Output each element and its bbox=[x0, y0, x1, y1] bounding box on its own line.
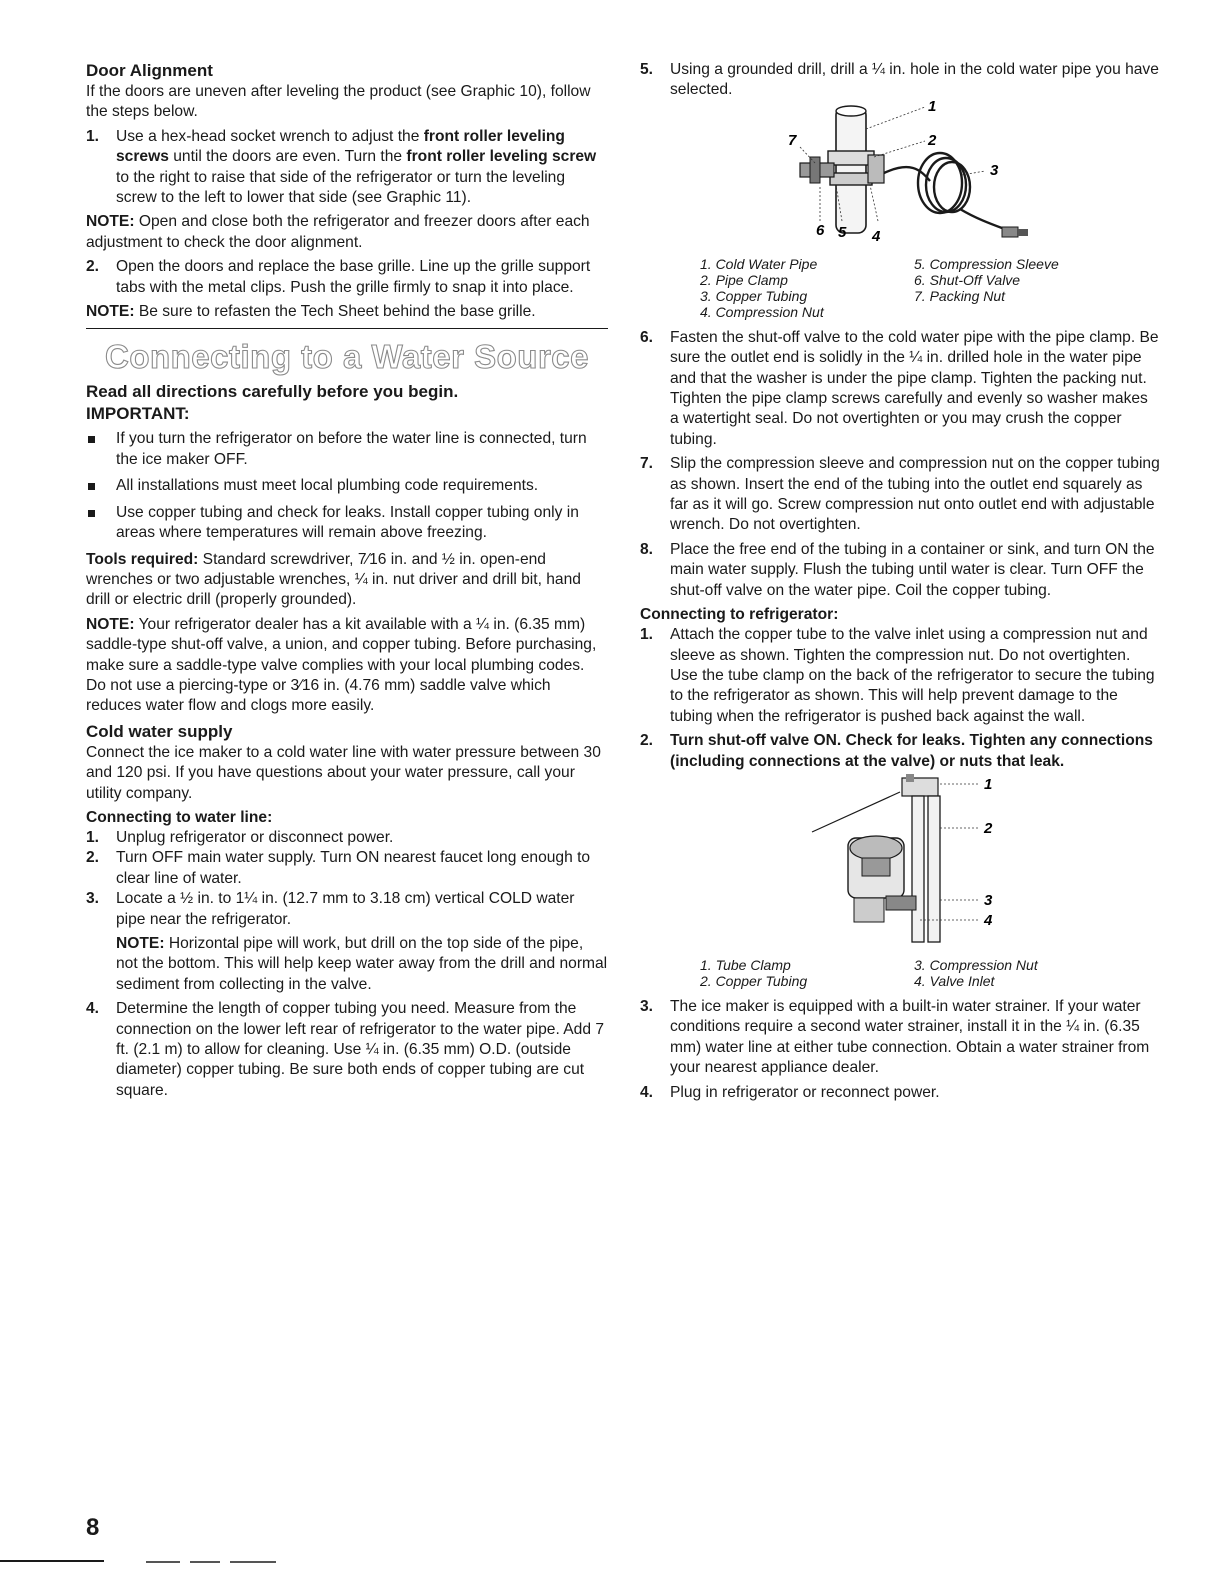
step-text: Turn shut-off valve ON. Check for leaks. Tighten any connections (including connections at the valve) or nuts that leak. bbox=[670, 732, 1153, 770]
page-number: 8 bbox=[86, 1514, 100, 1541]
legend-item: 1. Cold Water Pipe bbox=[700, 255, 818, 272]
valve-inlet-figure bbox=[640, 772, 1160, 989]
bullet-text: Use copper tubing and check for leaks. Install copper tubing only in areas where temperatures will remain above freezing. bbox=[116, 503, 579, 542]
note-label: NOTE: bbox=[86, 303, 135, 321]
important-bullet bbox=[86, 476, 608, 496]
step-bold-text: front roller leveling screw bbox=[406, 148, 597, 166]
cold-water-heading: Cold water supply bbox=[86, 721, 233, 741]
callout-2: 2 bbox=[984, 819, 993, 837]
valve-inlet-illustration bbox=[640, 772, 1160, 952]
step-text: Fasten the shut-off valve to the cold water pipe with the pipe clamp. Be sure the outlet end is solidly in the ¼ in. drilled hole in the water pipe and that the washer is under the pipe clamp. Tighten the packing nut. Tighten the pipe clamp screws carefully and evenly so washer makes a watertight seal. Do not overtighten or you may crush the copper tubing. bbox=[670, 328, 1159, 448]
legend-item: 1. Tube Clamp bbox=[700, 956, 791, 973]
water-line-step-3 bbox=[86, 889, 608, 995]
step-number: 1. bbox=[86, 127, 100, 145]
door-note-2 bbox=[86, 302, 608, 322]
tools-label: Tools required: bbox=[86, 550, 199, 568]
water-line-step-2 bbox=[86, 848, 608, 889]
cold-water-text: Connect the ice maker to a cold water line with water pressure between 30 and 120 psi. If you have questions about your water pressure, call your utility company. bbox=[86, 743, 601, 802]
step-number: 7. bbox=[640, 455, 654, 473]
water-line-step-7 bbox=[640, 454, 1160, 536]
step-text: Use a hex-head socket wrench to adjust the bbox=[116, 127, 424, 145]
step-number: 2. bbox=[86, 849, 100, 867]
step-number: 1. bbox=[640, 626, 654, 644]
step-text: Determine the length of copper tubing you need. Measure from the connection on the lower left rear of refrigerator to the water pipe. Add 7 ft. (2.1 m) to allow for cleaning. Use ¼ in. (6.35 mm) O.D. (outside diameter) copper tubing. Be sure both ends of copper tubing are cut square. bbox=[116, 1000, 605, 1099]
section-title: Connecting to a Water Source bbox=[105, 338, 589, 376]
note-text: Be sure to refasten the Tech Sheet behind the base grille. bbox=[134, 303, 536, 321]
step-text: Plug in refrigerator or reconnect power. bbox=[670, 1083, 940, 1101]
step-bold-text: front roller leveling screws bbox=[116, 127, 565, 166]
door-alignment-intro: If the doors are uneven after leveling the product (see Graphic 10), follow the steps below. bbox=[86, 83, 591, 121]
left-column bbox=[86, 60, 608, 1101]
footer-mark bbox=[190, 1561, 220, 1563]
step-number: 5. bbox=[640, 61, 654, 78]
step-text: Open the doors and replace the base grille. Line up the grille support tabs with the metal clips. Push the grille firmly to snap it into place. bbox=[116, 258, 591, 296]
step-number: 3. bbox=[86, 890, 100, 908]
step-text: Slip the compression sleeve and compression nut on the copper tubing as shown. Insert the end of the tubing into the outlet end squarely as far as it will go. Screw compression nut onto outlet end with adjustable wrench. Do not overtighten. bbox=[670, 455, 1160, 534]
read-all-heading: Read all directions carefully before you begin. bbox=[86, 382, 459, 402]
shutoff-valve-illustration bbox=[640, 101, 1160, 251]
bullet-text: All installations must meet local plumbing code requirements. bbox=[116, 477, 539, 495]
step-number: 6. bbox=[640, 328, 654, 346]
note-text: Horizontal pipe will work, but drill on the top side of the pipe, not the bottom. This will help keep water away from the drill and normal sediment from collecting in the valve. bbox=[116, 935, 608, 993]
water-line-step-4 bbox=[86, 999, 608, 1101]
step-number: 1. bbox=[86, 828, 100, 846]
figure-1-legend bbox=[700, 256, 1160, 320]
fridge-step-4 bbox=[640, 1083, 1160, 1103]
step-text: Place the free end of the tubing in a container or sink, and turn ON the main water supply. Flush the tubing until water is clear. Turn OFF the shut-off valve on the water pipe. Coil the copper tubing. bbox=[670, 540, 1155, 599]
legend-item: 3. Compression Nut bbox=[914, 956, 1038, 973]
callout-6: 6 bbox=[816, 221, 825, 239]
right-column bbox=[640, 60, 1160, 1103]
callout-2: 2 bbox=[928, 131, 937, 149]
legend-item: 4. Compression Nut bbox=[700, 303, 824, 320]
step-text: The ice maker is equipped with a built-in water strainer. If your water conditions require a second water strainer, install it in the ¼ in. (6.35 mm) water line at either tube connection. Obtain a water strainer from your nearest appliance dealer. bbox=[670, 997, 1150, 1077]
fridge-step-3 bbox=[640, 997, 1160, 1079]
water-line-step-6 bbox=[640, 328, 1160, 450]
footer-mark bbox=[230, 1561, 276, 1563]
step-number: 3. bbox=[640, 997, 654, 1015]
legend-item: 2. Copper Tubing bbox=[700, 972, 808, 989]
shutoff-valve-figure bbox=[640, 101, 1160, 320]
bullet-square-icon bbox=[88, 483, 95, 490]
water-line-step-1 bbox=[86, 828, 608, 848]
legend-item: 7. Packing Nut bbox=[914, 287, 1006, 304]
legend-item bbox=[914, 304, 1154, 320]
door-note-1 bbox=[86, 212, 608, 253]
connecting-refrigerator-heading: Connecting to refrigerator: bbox=[640, 606, 839, 624]
step-number: 2. bbox=[86, 258, 100, 276]
step-text: Locate a ½ in. to 1¼ in. (12.7 mm to 3.18 cm) vertical COLD water pipe near the refrigerator. bbox=[116, 890, 575, 928]
tools-required bbox=[86, 550, 608, 611]
water-line-step-5 bbox=[640, 60, 1160, 101]
footer-mark bbox=[146, 1561, 180, 1563]
fridge-step-1 bbox=[640, 625, 1160, 727]
section-divider bbox=[86, 328, 608, 329]
kit-note bbox=[86, 615, 608, 717]
step-number: 8. bbox=[640, 540, 654, 558]
note-label: NOTE: bbox=[116, 935, 165, 952]
note-label: NOTE: bbox=[86, 615, 135, 633]
step-text: Attach the copper tube to the valve inlet using a compression nut and sleeve as shown. Tighten the compression nut. Do not overtighten. Use the tube clamp on the back of the refrigerator to secure the tubing to the refrigerator as shown. This will help prevent damage to the tubing when the refrigerator is pushed back against the wall. bbox=[670, 626, 1155, 725]
callout-4: 4 bbox=[872, 227, 881, 245]
callout-3: 3 bbox=[984, 891, 993, 909]
bullet-text: If you turn the refrigerator on before the water line is connected, turn the ice maker OFF. bbox=[116, 430, 587, 468]
step-number: 4. bbox=[640, 1083, 654, 1101]
callout-5: 5 bbox=[838, 223, 847, 241]
callout-3: 3 bbox=[990, 161, 999, 179]
tools-text: Standard screwdriver, 7⁄16 in. and ½ in. open-end wrenches or two adjustable wrenches, ¼ in. nut driver and drill bit, hand drill or electric drill (properly grounded). bbox=[86, 550, 581, 609]
step-number: 2. bbox=[640, 732, 654, 750]
note-text: Your refrigerator dealer has a kit available with a ¼ in. (6.35 mm) saddle-type shut-off valve, a union, and copper tubing. Before purchasing, make sure a saddle-type valve complies with your local plumbing codes. Do not use a piercing-type or 3⁄16 in. (4.76 mm) saddle valve which reduces water flow and clogs more easily. bbox=[86, 615, 597, 715]
legend-item: 4. Valve Inlet bbox=[914, 972, 995, 989]
callout-1: 1 bbox=[984, 775, 993, 793]
step-text: Using a grounded drill, drill a ¼ in. hole in the cold water pipe you have selected. bbox=[670, 61, 1159, 99]
legend-item: 5. Compression Sleeve bbox=[914, 255, 1059, 272]
important-heading: IMPORTANT: bbox=[86, 404, 190, 424]
step-text: Unplug refrigerator or disconnect power. bbox=[116, 828, 394, 846]
legend-item: 2. Pipe Clamp bbox=[700, 271, 788, 288]
fridge-step-2 bbox=[640, 731, 1160, 772]
note-label: NOTE: bbox=[86, 213, 135, 231]
door-step-1 bbox=[86, 127, 608, 209]
legend-item: 6. Shut-Off Valve bbox=[914, 271, 1021, 288]
door-step-2 bbox=[86, 257, 608, 298]
step-text: until the doors are even. Turn the bbox=[168, 148, 407, 166]
important-bullet bbox=[86, 503, 608, 544]
callout-4: 4 bbox=[984, 911, 993, 929]
legend-item: 3. Copper Tubing bbox=[700, 287, 808, 304]
callout-7: 7 bbox=[788, 131, 797, 149]
bullet-square-icon bbox=[88, 510, 95, 517]
important-bullet bbox=[86, 429, 608, 470]
note-text: Open and close both the refrigerator and freezer doors after each adjustment to check the door alignment. bbox=[86, 213, 590, 251]
figure-2-legend bbox=[700, 957, 1160, 989]
step-number: 4. bbox=[86, 1000, 100, 1018]
connecting-water-line-heading: Connecting to water line: bbox=[86, 808, 273, 826]
step-text: to the right to raise that side of the refrigerator or turn the leveling screw to the left to lower that side (see Graphic 11). bbox=[116, 168, 565, 207]
step-3-note bbox=[116, 934, 608, 995]
door-alignment-heading: Door Alignment bbox=[86, 61, 213, 80]
callout-1: 1 bbox=[928, 100, 937, 115]
water-line-step-8 bbox=[640, 540, 1160, 601]
bullet-square-icon bbox=[88, 436, 95, 443]
step-text: Turn OFF main water supply. Turn ON nearest faucet long enough to clear line of water. bbox=[116, 849, 591, 887]
footer-rule bbox=[0, 1560, 104, 1562]
